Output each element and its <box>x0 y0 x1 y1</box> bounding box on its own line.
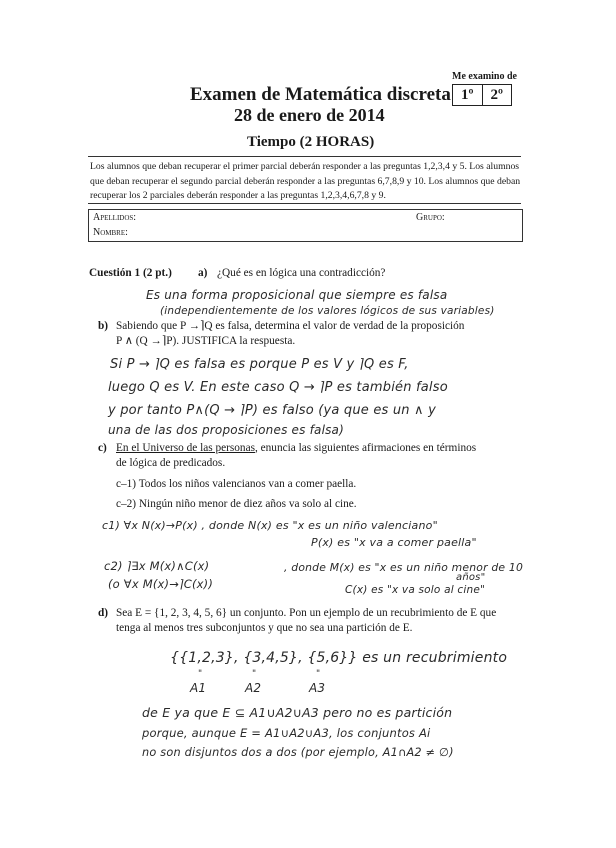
part-c-text-2: de lógica de predicados. <box>116 457 226 469</box>
part-d-text-2: tenga al menos tres subconjuntos y que no sea una partición de E. <box>116 622 413 634</box>
answer-d-line-3: no son disjuntos dos a dos (por ejemplo, A1∩A2 ≠ ∅) <box>142 746 454 759</box>
answer-c2-line-1b: , donde M(x) es "x es un niño menor de 10 <box>284 561 524 574</box>
instructions: Los alumnos que deban recuperar el primer parcial deberán responder a las preguntas 1,2,3,4 y 5. Los alumnos que deban recuperar el segundo parcial deberán responder a las preguntas 6,7,8,9 y 10. Los alumnos que deban recuperar los 2 parciales deberán responder a las preguntas 1,2,3,4,6,7,8 y 9. <box>90 161 521 201</box>
me-examino-label: Me examino de <box>452 71 517 82</box>
divider-bottom <box>88 203 521 204</box>
equals-mark-3: " <box>316 669 321 679</box>
part-d-label: d) <box>98 607 109 619</box>
part-option-1[interactable]: 1º <box>461 87 474 103</box>
part-c-text-rest: , enuncia las siguientes afirmaciones en términos <box>254 442 477 454</box>
answer-c2-line-3: C(x) es "x va solo al cine" <box>345 584 486 596</box>
question-title: Cuestión 1 (2 pt.) <box>89 267 172 279</box>
part-c-label: c) <box>98 442 107 454</box>
statement-c2: c–2) Ningún niño menor de diez años va solo al cine. <box>116 498 357 510</box>
answer-b-line-2: luego Q es V. En este caso Q → ⌉P es también falso <box>108 380 448 395</box>
nombre-label: Nombre: <box>93 227 128 238</box>
part-a-label: a) <box>198 267 208 279</box>
divider-top <box>88 156 521 157</box>
answer-c2-line-2: (o ∀x M(x)→⌉C(x)) <box>108 577 214 591</box>
part-a-text: ¿Qué es en lógica una contradicción? <box>217 267 386 279</box>
answer-d-line-2: porque, aunque E = A1∪A2∪A3, los conjuntos Ai <box>142 726 431 740</box>
exam-title: Examen de Matemática discreta <box>190 84 451 105</box>
exam-date: 28 de enero de 2014 <box>234 105 385 125</box>
answer-d-set: {{1,2,3}, {3,4,5}, {5,6}} es un recubrimiento <box>170 650 508 666</box>
part-b-label: b) <box>98 320 109 332</box>
answer-c1-line-1: c1) ∀x N(x)→P(x) , donde N(x) es "x es un niño valenciano" <box>102 519 438 532</box>
answer-c2-line-1c: años" <box>456 572 486 583</box>
apellidos-label: Apellidos: <box>93 212 137 223</box>
student-info-box <box>88 209 523 242</box>
answer-c2-line-1: c2) ⌉∃x M(x)∧C(x) <box>104 559 210 573</box>
answer-b-line-4: una de las dos proposiciones es falsa) <box>108 423 344 437</box>
exam-part-selector <box>452 84 512 106</box>
equals-mark-1: " <box>198 669 203 679</box>
answer-b-line-1: Si P → ⌉Q es falsa es porque P es V y ⌉Q es F, <box>110 357 409 372</box>
exam-time: Tiempo (2 HORAS) <box>247 134 375 150</box>
answer-d-line-1: de E ya que E ⊆ A1∪A2∪A3 pero no es partición <box>142 705 453 720</box>
answer-b-line-3: y por tanto P∧(Q → ⌉P) es falso (ya que es un ∧ y <box>108 403 436 418</box>
part-b-text-1: Sabiendo que P →⌉Q es falsa, determina el valor de verdad de la proposición <box>116 320 465 332</box>
set-label-a3: A3 <box>309 681 326 695</box>
part-b-text-2: P ∧ (Q →⌉P). JUSTIFICA la respuesta. <box>116 335 296 347</box>
grupo-label: Grupo: <box>416 212 445 223</box>
answer-c1-line-2: P(x) es "x va a comer paella" <box>311 536 477 549</box>
part-option-2[interactable]: 2º <box>482 85 512 105</box>
part-d-text-1: Sea E = {1, 2, 3, 4, 5, 6} un conjunto. Pon un ejemplo de un recubrimiento de E que <box>116 607 497 619</box>
set-label-a2: A2 <box>245 681 262 695</box>
answer-a-line-1: Es una forma proposicional que siempre es falsa <box>146 288 448 302</box>
statement-c1: c–1) Todos los niños valencianos van a comer paella. <box>116 478 357 490</box>
set-label-a1: A1 <box>190 681 207 695</box>
part-c-text-1 <box>116 441 476 455</box>
equals-mark-2: " <box>252 669 257 679</box>
universe-phrase: En el Universo de las personas <box>116 442 255 454</box>
answer-a-line-2: (independientemente de los valores lógicos de sus variables) <box>160 305 495 317</box>
